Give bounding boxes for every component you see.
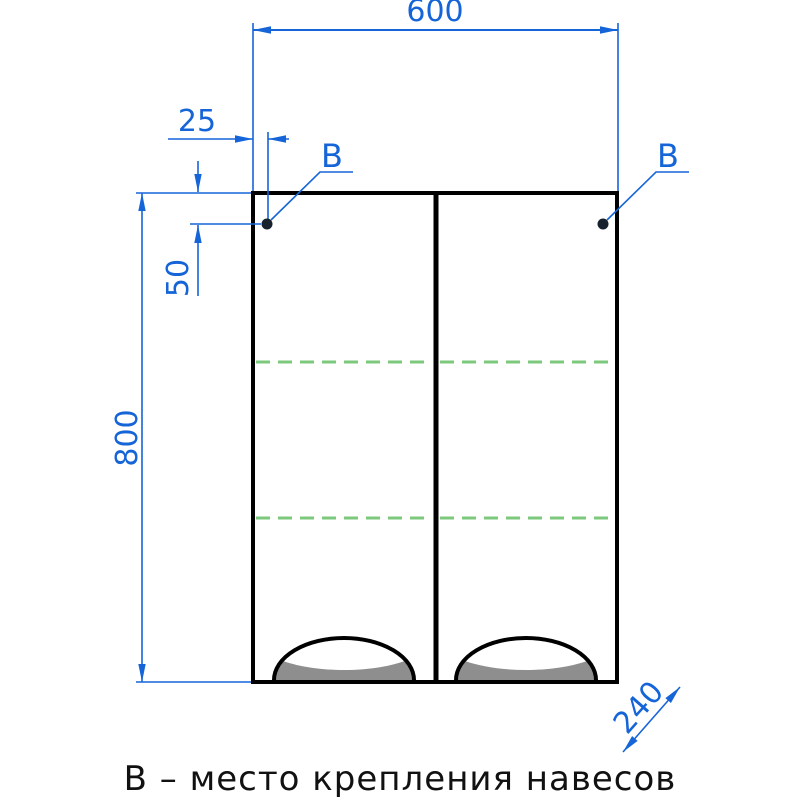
dimension-depth bbox=[607, 675, 680, 752]
mount-leader-right bbox=[607, 172, 689, 220]
mount-dot-left bbox=[262, 219, 273, 230]
right-door-arch bbox=[456, 638, 596, 680]
right-arch-shading bbox=[457, 661, 595, 680]
depth-dimension-value: 240 bbox=[606, 674, 671, 741]
mount-point-left bbox=[262, 137, 354, 230]
left-arch-shading bbox=[275, 661, 413, 680]
dimension-width bbox=[253, 0, 618, 191]
offset-y-dimension-value: 50 bbox=[161, 258, 196, 298]
cabinet-front-view bbox=[253, 193, 617, 682]
mount-leader-left bbox=[271, 172, 353, 220]
mount-point-right bbox=[598, 137, 690, 230]
dimension-offset-x bbox=[168, 104, 289, 219]
drawing-caption: В – место крепления навесов bbox=[123, 759, 677, 799]
width-dimension-value: 600 bbox=[406, 0, 464, 29]
left-door-arch bbox=[274, 638, 414, 680]
mount-dot-right bbox=[598, 219, 609, 230]
offset-x-dimension-value: 25 bbox=[177, 104, 217, 139]
height-dimension-value: 800 bbox=[110, 409, 145, 467]
dimension-offset-y bbox=[161, 161, 261, 297]
mount-label-right: В bbox=[657, 137, 679, 175]
mount-label-left: В bbox=[321, 137, 343, 175]
